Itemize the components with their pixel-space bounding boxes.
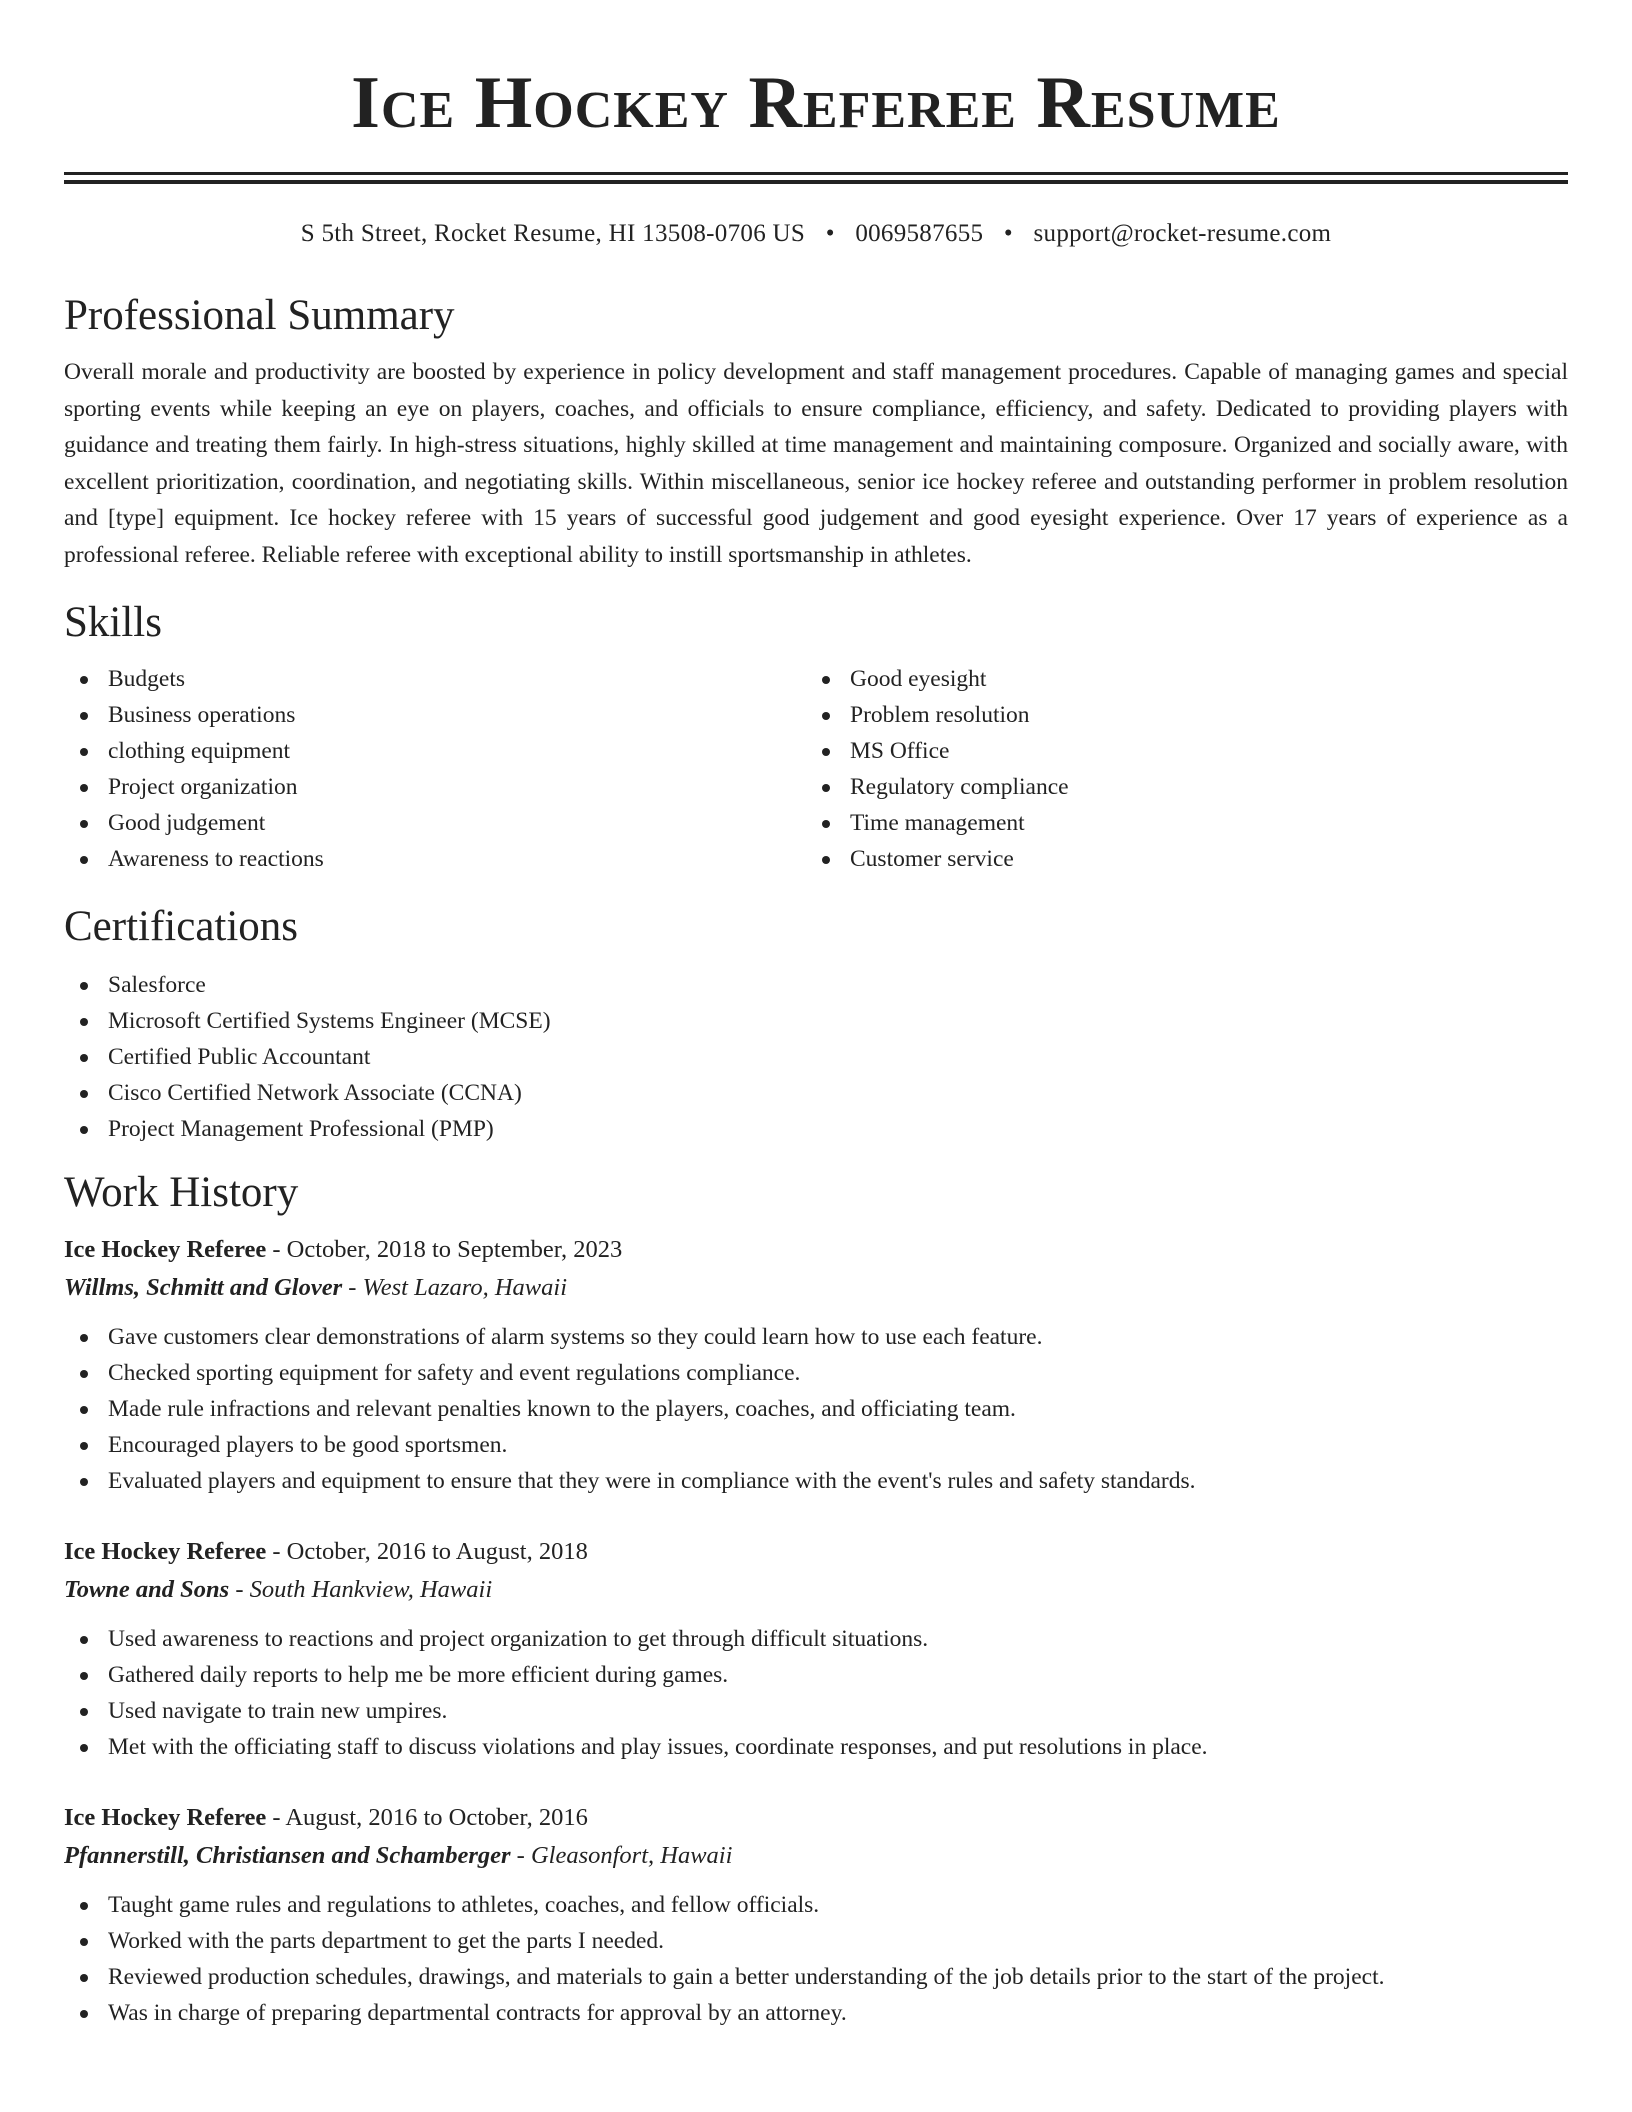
certification-item: Microsoft Certified Systems Engineer (MCSE) [64,1003,1568,1039]
certifications-section [64,901,1568,1147]
section-heading-certifications: Certifications [64,903,299,950]
job-bullet: Reviewed production schedules, drawings, and materials to gain a better understanding of the job details prior to the start of the project. [64,1959,1568,1995]
contact-separator: • [825,220,835,247]
job-bullet: Was in charge of preparing departmental contracts for approval by an attorney. [64,1995,1568,2031]
job-dash: - [266,1236,287,1263]
skill-item: Business operations [64,697,806,733]
certification-item: Project Management Professional (PMP) [64,1111,1568,1147]
job-bullet: Met with the officiating staff to discuss violations and play issues, coordinate responses, and put resolutions in place. [64,1729,1568,1765]
job-header [64,1231,1568,1269]
certifications-list [64,967,1568,1147]
job-bullet: Made rule infractions and relevant penalties known to the players, coaches, and officiating team. [64,1391,1568,1427]
job-bullet: Gave customers clear demonstrations of alarm systems so they could learn how to use each feature. [64,1319,1568,1355]
professional-summary-section [64,290,1568,573]
job-location: West Lazaro, Hawaii [362,1274,568,1301]
section-heading-summary: Professional Summary [64,292,455,339]
job-company: Towne and Sons [64,1576,230,1603]
job-bullet: Used navigate to train new umpires. [64,1693,1568,1729]
work-history-section [64,1167,1568,2031]
job-dash: - [342,1274,363,1301]
resume-title: Ice Hockey Referee Resume [351,62,1281,144]
certification-item: Salesforce [64,967,1568,1003]
certification-item: Certified Public Accountant [64,1039,1568,1075]
skills-list-right [806,661,1548,877]
job-bullet: Evaluated players and equipment to ensure that they were in compliance with the event's rules and safety standards. [64,1463,1568,1499]
job-location: Gleasonfort, Hawaii [530,1842,733,1869]
job-bullets [64,1319,1568,1499]
contact-phone: 0069587655 [855,220,984,247]
contact-separator: • [1003,220,1013,247]
summary-text: Overall morale and productivity are boosted by experience in policy development and staff management procedures. Capable of managing games and special sporting events while keeping an eye on players, coaches, and officials to ensure compliance, efficiency, and safety. Dedicated to providing players with guidance and treating them fairly. In high-stress situations, highly skilled at time management and maintaining composure. Organized and socially aware, with excellent prioritization, coordination, and negotiating skills. Within miscellaneous, senior ice hockey referee and outstanding performer in problem resolution and [type] equipment. Ice hockey referee with 15 years of successful good judgement and good eyesight experience. Over 17 years of experience as a professional referee. Reliable referee with exceptional ability to instill sportsmanship in athletes. [64,359,1568,568]
certification-item: Cisco Certified Network Associate (CCNA) [64,1075,1568,1111]
job-title: Ice Hockey Referee [64,1538,267,1565]
skill-item: Awareness to reactions [64,841,806,877]
job-title: Ice Hockey Referee [64,1804,267,1831]
job-dash: - [266,1538,287,1565]
job-entry [64,1799,1568,2031]
skill-item: Time management [806,805,1548,841]
job-dash: - [510,1842,531,1869]
contact-email: support@rocket-resume.com [1033,220,1332,247]
job-dates: October, 2018 to September, 2023 [286,1236,623,1263]
skill-item: Regulatory compliance [806,769,1548,805]
job-dates: October, 2016 to August, 2018 [286,1538,588,1565]
job-bullet: Checked sporting equipment for safety and event regulations compliance. [64,1355,1568,1391]
job-bullet: Taught game rules and regulations to athletes, coaches, and fellow officials. [64,1887,1568,1923]
skill-item: Budgets [64,661,806,697]
job-bullets [64,1621,1568,1765]
job-dash: - [229,1576,250,1603]
section-heading-work-history: Work History [64,1169,299,1216]
job-company: Willms, Schmitt and Glover [64,1274,343,1301]
job-bullet: Encouraged players to be good sportsmen. [64,1427,1568,1463]
skills-section [64,597,1568,877]
job-dash: - [266,1804,286,1831]
job-company-line [64,1571,1568,1609]
skill-item: clothing equipment [64,733,806,769]
contact-address: S 5th Street, Rocket Resume, HI 13508-0706 US [300,220,806,247]
job-company-line [64,1269,1568,1307]
job-company-line [64,1837,1568,1875]
job-dates: August, 2016 to October, 2016 [285,1804,588,1831]
job-bullet: Gathered daily reports to help me be more efficient during games. [64,1657,1568,1693]
skills-grid [64,661,1568,877]
job-entry [64,1533,1568,1765]
job-header [64,1799,1568,1837]
skill-item: Project organization [64,769,806,805]
skills-list-left [64,661,806,877]
contact-line [64,218,1568,250]
job-header [64,1533,1568,1571]
skill-item: Customer service [806,841,1548,877]
job-bullet: Used awareness to reactions and project organization to get through difficult situations. [64,1621,1568,1657]
skill-item: MS Office [806,733,1548,769]
title-double-rule [64,172,1568,184]
job-bullet: Worked with the parts department to get the parts I needed. [64,1923,1568,1959]
job-title: Ice Hockey Referee [64,1236,267,1263]
skill-item: Good judgement [64,805,806,841]
job-company: Pfannerstill, Christiansen and Schamberger [64,1842,511,1869]
skill-item: Problem resolution [806,697,1548,733]
skill-item: Good eyesight [806,661,1548,697]
section-heading-skills: Skills [64,599,162,646]
job-location: South Hankview, Hawaii [249,1576,493,1603]
job-bullets [64,1887,1568,2031]
job-entry [64,1231,1568,1499]
